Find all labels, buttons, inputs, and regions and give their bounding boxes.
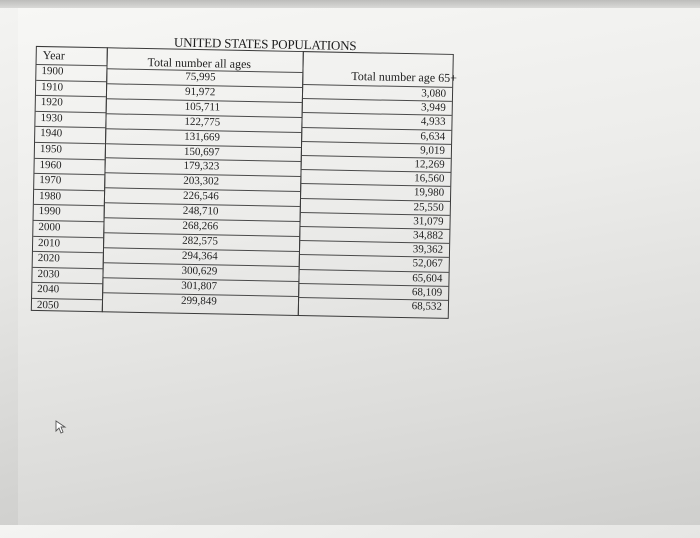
age65-cell: 34,882 xyxy=(412,229,444,242)
year-cell: 1950 xyxy=(39,143,63,156)
year-cell: 2010 xyxy=(37,236,61,250)
age65-cell: 16,560 xyxy=(414,172,445,185)
total-cell: 226,546 xyxy=(182,189,219,203)
total-cell: 91,972 xyxy=(184,85,216,99)
total-cell: 75,995 xyxy=(185,70,216,84)
age65-cell: 65,604 xyxy=(412,271,443,285)
total-cell: 105,711 xyxy=(184,100,221,114)
total-cell: 203,302 xyxy=(183,175,220,188)
year-column xyxy=(31,46,108,312)
year-cell: 1940 xyxy=(40,127,63,140)
age65-cells xyxy=(304,52,453,55)
total-cell: 150,697 xyxy=(183,145,220,158)
year-cell: 2040 xyxy=(37,283,60,296)
age65-cell: 68,532 xyxy=(411,300,443,313)
age65-cell: 52,067 xyxy=(412,257,443,271)
year-header: Year xyxy=(42,48,65,63)
age65-cell: 25,550 xyxy=(413,200,444,214)
year-cell: 1980 xyxy=(38,189,62,203)
age65-cell: 4,933 xyxy=(420,115,446,129)
total-cell: 179,323 xyxy=(183,160,220,173)
year-cell: 1900 xyxy=(41,65,64,78)
total-cell: 300,629 xyxy=(181,264,218,278)
age65-cell: 19,980 xyxy=(413,186,445,200)
age65-cell: 3,949 xyxy=(420,101,446,114)
age65-cell: 31,079 xyxy=(413,214,444,228)
total-cell: 301,807 xyxy=(181,279,218,293)
total-cell: 122,775 xyxy=(184,115,221,129)
age65-cell: 39,362 xyxy=(412,243,444,256)
total-cell: 294,364 xyxy=(181,249,218,263)
total-column xyxy=(102,47,304,316)
age65-cell: 3,080 xyxy=(421,87,447,100)
year-cell: 1930 xyxy=(40,111,63,125)
year-cell: 1960 xyxy=(39,158,62,172)
total-cell: 268,266 xyxy=(182,219,219,233)
age65-cell: 6,634 xyxy=(420,129,446,143)
total-cell: 299,849 xyxy=(180,294,217,307)
year-cell: 2030 xyxy=(37,267,60,281)
age65-cell: 12,269 xyxy=(414,158,445,171)
age65-column xyxy=(298,51,458,319)
year-cell: 2020 xyxy=(37,252,60,265)
year-cell: 1990 xyxy=(38,205,61,218)
total-cell: 248,710 xyxy=(182,204,219,218)
age65-cell: 68,109 xyxy=(411,285,443,299)
age65-cell: 9,019 xyxy=(420,144,446,157)
total-cell: 282,575 xyxy=(182,234,219,248)
year-cell: 1970 xyxy=(39,174,62,187)
total-cell: 131,669 xyxy=(184,130,221,144)
year-cell: 1920 xyxy=(40,96,63,109)
age65-header: Total number age 65+ xyxy=(351,68,458,86)
year-cell: 1910 xyxy=(40,80,64,94)
total-header: Total number all ages xyxy=(147,55,252,72)
table-title: UNITED STATES POPULATIONS xyxy=(173,34,357,54)
year-cell: 2000 xyxy=(38,221,61,234)
year-cell: 2050 xyxy=(36,298,60,312)
